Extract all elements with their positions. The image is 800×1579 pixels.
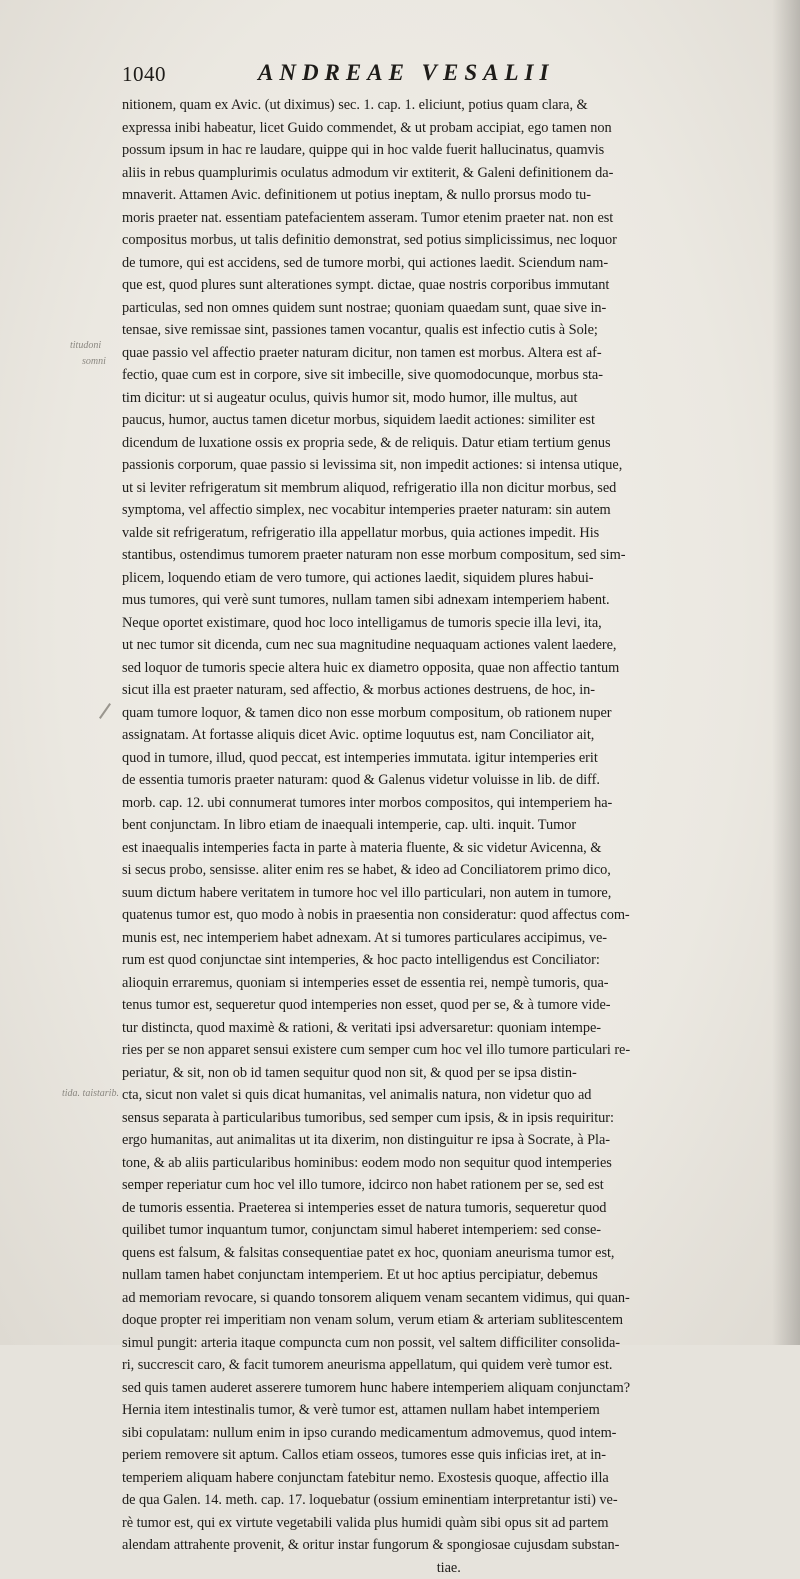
text-line: ut si leviter refrigeratum sit membrum aliquod, refrigeratio illa non dicitur morbus, sed xyxy=(122,477,784,500)
text-line: si secus probo, sensisse. aliter enim res se habet, & ideo ad Conciliatorem primo dico, xyxy=(122,859,784,882)
text-line: alendam attrahente provenit, & oritur instar fungorum & spongiosae cujusdam substan- xyxy=(122,1534,784,1557)
text-line: morb. cap. 12. ubi connumerat tumores inter morbos compositos, qui intemperiem ha- xyxy=(122,792,784,815)
text-line: valde sit refrigeratum, refrigeratio illa appellatur morbus, quia actiones impedit. His xyxy=(122,522,784,545)
text-line: quatenus tumor est, quo modo à nobis in praesentia non consideratur: quod affectus com- xyxy=(122,904,784,927)
text-line: quam tumore loquor, & tamen dico non esse morbum compositum, ob rationem nuper xyxy=(122,702,784,725)
text-line: simul pungit: arteria itaque compuncta cum non possit, vel saltem difficiliter consolida- xyxy=(122,1332,784,1355)
body-text xyxy=(122,94,784,1579)
text-line: ri, succrescit caro, & facit tumorem aneurisma appellatum, qui quidem verè tumor est. xyxy=(122,1354,784,1377)
text-line: mus tumores, qui verè sunt tumores, nullam tamen sibi adnexam intemperiem habent. xyxy=(122,589,784,612)
text-line: fectio, quae cum est in corpore, sive sit imbecille, sive quomodocunque, morbus sta- xyxy=(122,364,784,387)
text-line: sed loquor de tumoris specie altera huic ex diametro opposita, quae non affectio tantum xyxy=(122,657,784,680)
text-line: semper reperiatur cum hoc vel illo tumore, idcirco non habet rationem per se, sed est xyxy=(122,1174,784,1197)
text-line: tone, & ab aliis particularibus hominibus: eodem modo non sequitur quod intemperies xyxy=(122,1152,784,1175)
text-line: ut nec tumor sit dicenda, cum nec sua magnitudine nequaquam actiones valent laedere, xyxy=(122,634,784,657)
text-line: doque propter rei imperitiam non venam solum, verum etiam & arteriam sublitescentem xyxy=(122,1309,784,1332)
text-line: bent conjunctam. In libro etiam de inaequali intemperie, cap. ulti. inquit. Tumor xyxy=(122,814,784,837)
text-line: cta, sicut non valet si quis dicat humanitas, vel animalis natura, non videtur quo ad xyxy=(122,1084,784,1107)
text-line: expressa inibi habeatur, licet Guido commendet, & ut probam accipiat, ego tamen non xyxy=(122,117,784,140)
margin-note: somni xyxy=(82,356,106,367)
text-line: tur distincta, quod maximè & rationi, & veritati ipsi adversaretur: quoniam intempe- xyxy=(122,1017,784,1040)
page-number: 1040 xyxy=(122,62,166,87)
text-line: de tumoris essentia. Praeterea si intemperies esset de natura tumoris, sequeretur quod xyxy=(122,1197,784,1220)
text-line: quod in tumore, illud, quod peccat, est intemperies immutata. igitur intemperies erit xyxy=(122,747,784,770)
text-line: symptoma, vel affectio simplex, nec vocabitur intemperies praeter naturam: sin autem xyxy=(122,499,784,522)
page-header xyxy=(122,60,782,92)
text-line: est inaequalis intemperies facta in parte à materia fluente, & sic videtur Avicenna, & xyxy=(122,837,784,860)
text-line: periatur, & sit, non ob id tamen sequitur quod non sit, & quod per se ipsa distin- xyxy=(122,1062,784,1085)
text-line: temperiem aliquam habere conjunctam fatebitur nemo. Exostesis quoque, affectio illa xyxy=(122,1467,784,1490)
text-line: plicem, loquendo etiam de vero tumore, qui actiones laedit, siquidem plures habui- xyxy=(122,567,784,590)
text-line: sibi copulatam: nullum enim in ipso curando medicamentum admovemus, quod intem- xyxy=(122,1422,784,1445)
text-line: sensus separata à particularibus tumoribus, sed semper cum ipsis, & in ipsis requiritur: xyxy=(122,1107,784,1130)
text-line: alioquin erraremus, quoniam si intemperies esset de essentia rei, nempè tumoris, qua- xyxy=(122,972,784,995)
text-line: aliis in rebus quamplurimis oculatus admodum vir extiterit, & Galeni definitionem da- xyxy=(122,162,784,185)
text-line: quens est falsum, & falsitas consequentiae patet ex hoc, quoniam aneurisma tumor est, xyxy=(122,1242,784,1265)
margin-note: tida. taistarib. xyxy=(62,1088,119,1099)
text-line: periem removere sit aptum. Callos etiam osseos, tumores esse quis inficias iret, at in- xyxy=(122,1444,784,1467)
text-line: possum ipsum in hac re laudare, quippe qui in hoc valde fuerit hallucinatus, quamvis xyxy=(122,139,784,162)
text-line: sed quis tamen auderet asserere tumorem hunc habere intemperiem aliquam conjunctam? xyxy=(122,1377,784,1400)
text-line: paucus, humor, auctus tamen dicetur morbus, siquidem laedit actiones: similiter est xyxy=(122,409,784,432)
text-line: sicut illa est praeter naturam, sed affectio, & morbus actiones destruens, de hoc, in- xyxy=(122,679,784,702)
text-line: de tumore, qui est accidens, sed de tumore morbi, qui actiones laedit. Sciendum nam- xyxy=(122,252,784,275)
text-line: assignatam. At fortasse aliquis dicet Avic. optime loquutus est, nam Conciliator ait, xyxy=(122,724,784,747)
text-line: dicendum de luxatione ossis ex propria sede, & de reliquis. Datur etiam tertium genus xyxy=(122,432,784,455)
text-line: compositus morbus, ut talis definitio demonstrat, sed potius simplicissimus, nec loquor xyxy=(122,229,784,252)
text-line: quae passio vel affectio praeter naturam dicitur, non tamen est morbus. Altera est af- xyxy=(122,342,784,365)
text-line: Neque oportet existimare, quod hoc loco intelligamus de tumoris specie illa levi, ita, xyxy=(122,612,784,635)
text-line: rum est quod conjunctae sint intemperies, & hoc pacto intelligendus est Conciliator: xyxy=(122,949,784,972)
text-line: stantibus, ostendimus tumorem praeter naturam non esse morbum compositum, sed sim- xyxy=(122,544,784,567)
text-line: moris praeter nat. essentiam patefacientem asseram. Tumor etenim praeter nat. non est xyxy=(122,207,784,230)
text-line: munis est, nec intemperiem habet adnexam. At si tumores particulares accipimus, ve- xyxy=(122,927,784,950)
margin-pen-stroke xyxy=(99,703,111,719)
text-line: Hernia item intestinalis tumor, & verè tumor est, attamen nullam habet intemperiem xyxy=(122,1399,784,1422)
text-line: nullam tamen habet conjunctam intemperiem. Et ut hoc aptius percipiatur, debemus xyxy=(122,1264,784,1287)
margin-note: titudoni xyxy=(70,340,101,351)
text-line: tiae. xyxy=(122,1557,784,1579)
text-line: nitionem, quam ex Avic. (ut diximus) sec. 1. cap. 1. eliciunt, potius quam clara, & xyxy=(122,94,784,117)
text-line: suum dictum habere veritatem in tumore hoc vel illo particulari, non autem in tumore, xyxy=(122,882,784,905)
text-line: tensae, sive remissae sint, passiones tamen vocantur, qualis est infectio cutis à Sole; xyxy=(122,319,784,342)
running-title: ANDREAE VESALII xyxy=(258,60,554,86)
text-line: que est, quod plures sunt alterationes sympt. dictae, quae nostris corporibus immutant xyxy=(122,274,784,297)
text-line: de qua Galen. 14. meth. cap. 17. loquebatur (ossium eminentiam interpretantur isti) ve- xyxy=(122,1489,784,1512)
text-line: ries per se non apparet sensui existere cum semper cum hoc vel illo tumore particulari re- xyxy=(122,1039,784,1062)
text-line: tim dicitur: ut si augeatur oculus, quivis humor sit, modo humor, ille multus, aut xyxy=(122,387,784,410)
text-line: tenus tumor est, sequeretur quod intemperies non esset, quod per se, & à tumore vide- xyxy=(122,994,784,1017)
text-line: mnaverit. Attamen Avic. definitionem ut potius ineptam, & nullo prorsus modo tu- xyxy=(122,184,784,207)
text-line: rè tumor est, qui ex virtute vegetabili valida plus humidi quàm sibi opus sit ad partem xyxy=(122,1512,784,1535)
text-line: passionis corporum, quae passio si levissima sit, non impedit actiones: si intensa utique, xyxy=(122,454,784,477)
text-line: quilibet tumor inquantum tumor, conjunctam simul haberet intemperiem: sed conse- xyxy=(122,1219,784,1242)
text-line: particulas, sed non omnes quidem sunt nostrae; quoniam quaedam sunt, quae sive in- xyxy=(122,297,784,320)
text-line: de essentia tumoris praeter naturam: quod & Galenus videtur voluisse in lib. de diff. xyxy=(122,769,784,792)
text-line: ergo humanitas, aut animalitas ut ita dixerim, non distinguitur re ipsa à Socrate, à Pla- xyxy=(122,1129,784,1152)
text-line: ad memoriam revocare, si quando tonsorem aliquem venam secantem vidimus, qui quan- xyxy=(122,1287,784,1310)
